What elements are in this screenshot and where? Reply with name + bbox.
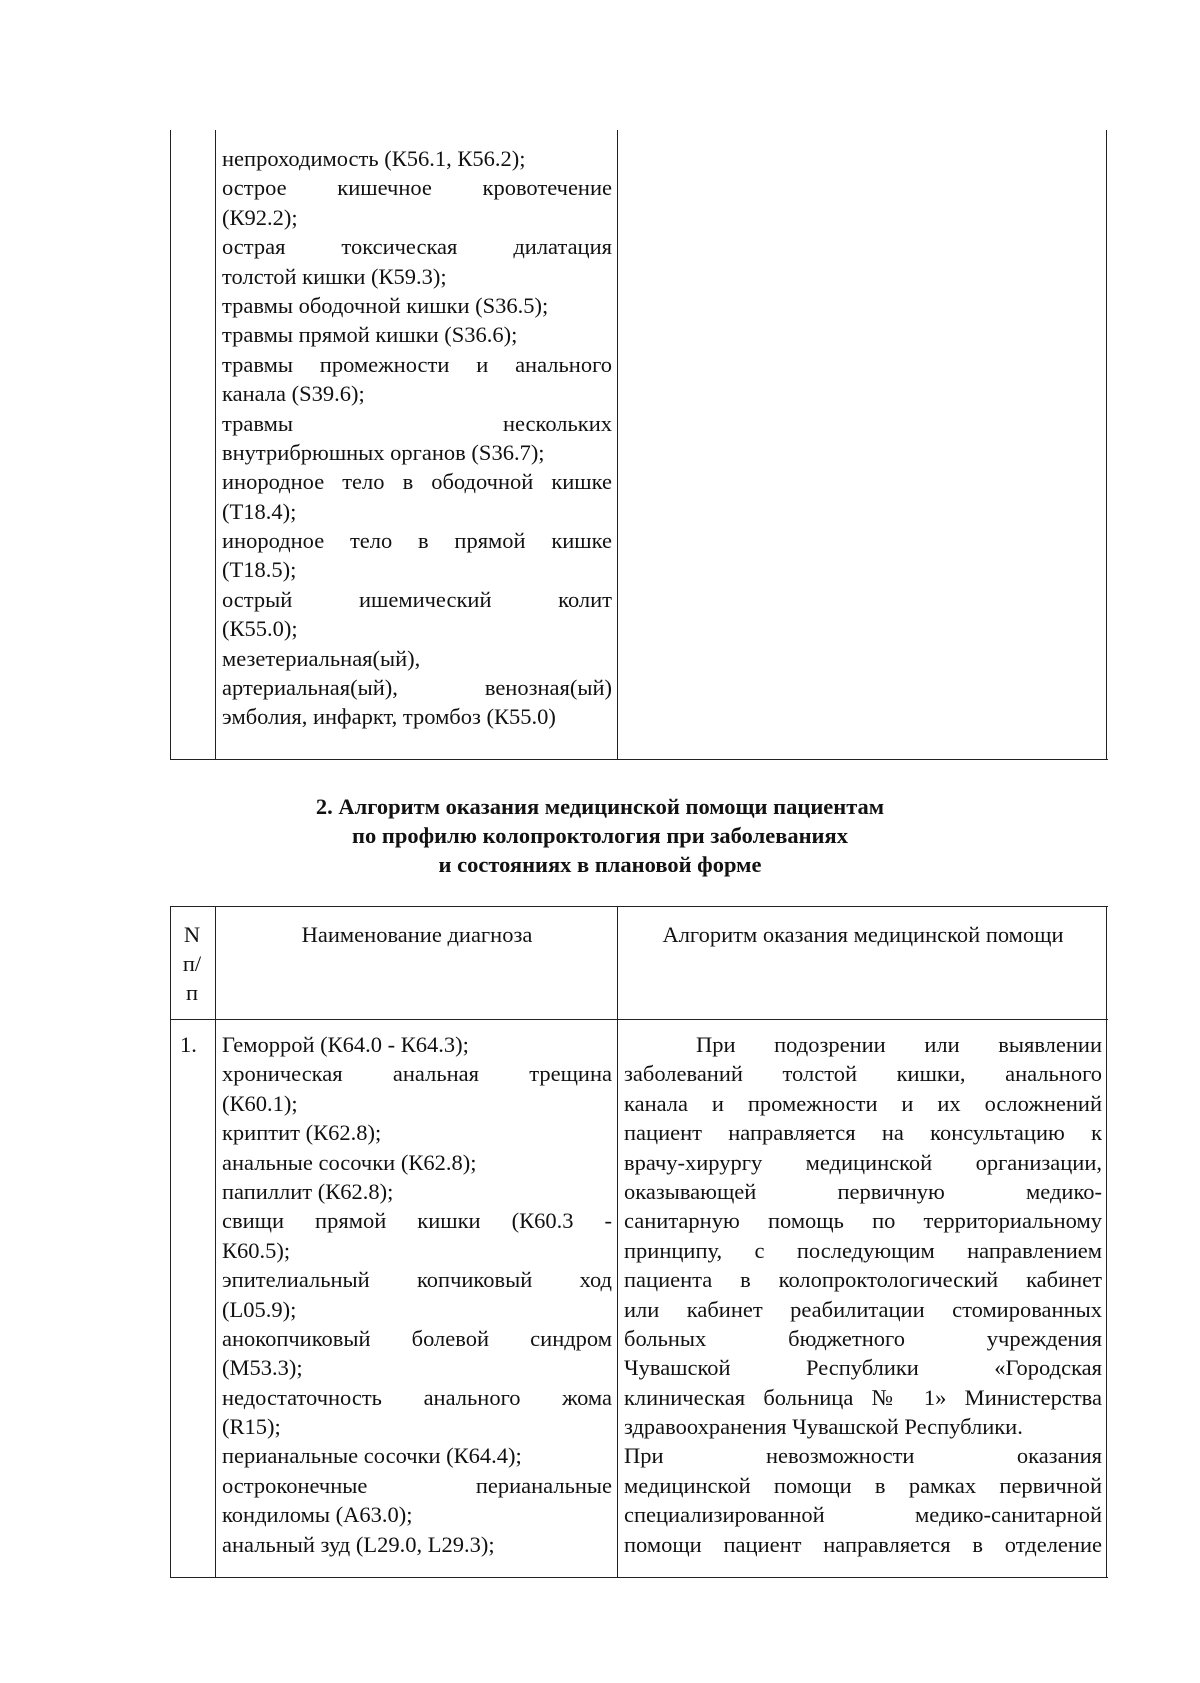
text-line: внутрибрюшных органов (S36.7); <box>222 439 545 465</box>
row-number: 1. <box>180 1032 197 1057</box>
text-line: анальные сосочки (К62.8); <box>222 1149 477 1175</box>
text-line: инородное тело в прямой кишке <box>222 528 612 554</box>
text-line: медицинской помощи в рамках первичной <box>624 1472 1102 1498</box>
text-line: пациента в колопроктологический кабинет <box>624 1267 1102 1293</box>
text-line: острое кишечное кровотечение <box>222 175 612 201</box>
text-line: перианальные сосочки (К64.4); <box>222 1443 522 1469</box>
text-line: оказывающей первичную медико- <box>624 1178 1102 1204</box>
text-line: (L05.9); <box>222 1296 297 1322</box>
text-line: остроконечные перианальные <box>222 1472 612 1498</box>
text-line: недостаточность анального жома <box>222 1384 612 1410</box>
text-line: эпителиальный копчиковый ход <box>222 1267 612 1293</box>
text-line: принципу, с последующим направлением <box>624 1237 1102 1263</box>
text-line: К60.5); <box>222 1237 291 1263</box>
text-line: врачу-хирургу медицинской организации, <box>624 1149 1102 1175</box>
text-line: (R15); <box>222 1414 281 1440</box>
text-line: толстой кишки (К59.3); <box>222 263 447 289</box>
table-border-top <box>170 906 1108 907</box>
algorithm-cell <box>624 1030 1102 1559</box>
text-line: криптит (К62.8); <box>222 1120 382 1146</box>
text-line: острый ишемический колит <box>222 586 612 612</box>
text-line: помощи пациент направляется в отделение <box>624 1531 1102 1557</box>
text-line: анальный зуд (L29.0, L29.3); <box>222 1531 495 1557</box>
text-line: анокопчиковый болевой синдром <box>222 1325 612 1351</box>
text-line: санитарную помощь по территориальному <box>624 1208 1102 1234</box>
text-line: (К55.0); <box>222 616 298 642</box>
table-border-bottom <box>170 759 1108 760</box>
text-line: острая токсическая дилатация <box>222 234 612 260</box>
text-line: мезетериальная(ый), <box>222 645 421 671</box>
text-line: или кабинет реабилитации стомированных <box>624 1296 1102 1322</box>
text-line: травмы промежности и анального <box>222 351 612 377</box>
header-algorithm: Алгоритм оказания медицинской помощи <box>662 922 1064 947</box>
table-border-right <box>1106 906 1107 1578</box>
table-border-col2 <box>617 906 618 1578</box>
text-line: клиническая больница № 1» Министерства <box>624 1384 1102 1410</box>
heading-line-3: и состояниях в плановой форме <box>438 852 762 877</box>
header-diagnosis: Наименование диагноза <box>301 922 533 947</box>
table-border-col2 <box>617 130 618 760</box>
text-line: непроходимость (К56.1, К56.2); <box>222 146 526 171</box>
table-border-col1 <box>215 130 216 760</box>
text-line: (К60.1); <box>222 1090 298 1116</box>
text-line: (Т18.5); <box>222 557 297 583</box>
table-border-left <box>170 906 171 1578</box>
text-line: При невозможности оказания <box>624 1443 1102 1469</box>
table-header-separator <box>170 1019 1108 1020</box>
heading-line-1: 2. Алгоритм оказания медицинской помощи пациентам <box>315 794 885 819</box>
text-line: При подозрении или выявлении <box>696 1032 1102 1057</box>
table-border-right <box>1106 130 1107 760</box>
text-line: кондиломы (А63.0); <box>222 1502 413 1528</box>
table-border-col1 <box>215 906 216 1578</box>
text-line: свищи прямой кишки (К60.3 - <box>222 1208 612 1234</box>
diagnosis-cell <box>222 1030 612 1559</box>
text-line: пациент направляется на консультацию к <box>624 1120 1102 1146</box>
text-line: канала (S39.6); <box>222 381 365 407</box>
text-line: здравоохранения Чувашской Республики. <box>624 1414 1023 1440</box>
section-heading <box>0 792 1200 879</box>
text-line: (К92.2); <box>222 204 298 230</box>
heading-line-2: по профилю колопроктология при заболеваниях <box>352 823 848 848</box>
algorithm-table <box>170 906 1108 1578</box>
table-border-left <box>170 130 171 760</box>
text-line: (Т18.4); <box>222 498 297 524</box>
text-line: травмы нескольких <box>222 410 612 436</box>
text-line: хроническая анальная трещина <box>222 1061 612 1087</box>
text-line: специализированной медико-санитарной <box>624 1502 1102 1528</box>
text-line: больных бюджетного учреждения <box>624 1325 1102 1351</box>
text-line: Геморрой (К64.0 - К64.3); <box>222 1032 469 1057</box>
text-line: артериальная(ый), венозная(ый) <box>222 675 612 701</box>
table-border-bottom <box>170 1577 1108 1578</box>
text-line: (М53.3); <box>222 1355 303 1381</box>
text-line: травмы ободочной кишки (S36.5); <box>222 292 549 318</box>
text-line: травмы прямой кишки (S36.6); <box>222 322 518 348</box>
text-line: папиллит (К62.8); <box>222 1178 394 1204</box>
text-line: заболеваний толстой кишки, анального <box>624 1061 1102 1087</box>
text-line: инородное тело в ободочной кишке <box>222 469 612 495</box>
text-line: Чувашской Республики «Городская <box>624 1355 1102 1381</box>
continued-table <box>170 130 1108 760</box>
text-line: эмболия, инфаркт, тромбоз (К55.0) <box>222 704 556 730</box>
diagnosis-cell-continued <box>222 144 612 732</box>
header-number: N п/ п <box>182 922 202 1005</box>
text-line: канала и промежности и их осложнений <box>624 1090 1102 1116</box>
